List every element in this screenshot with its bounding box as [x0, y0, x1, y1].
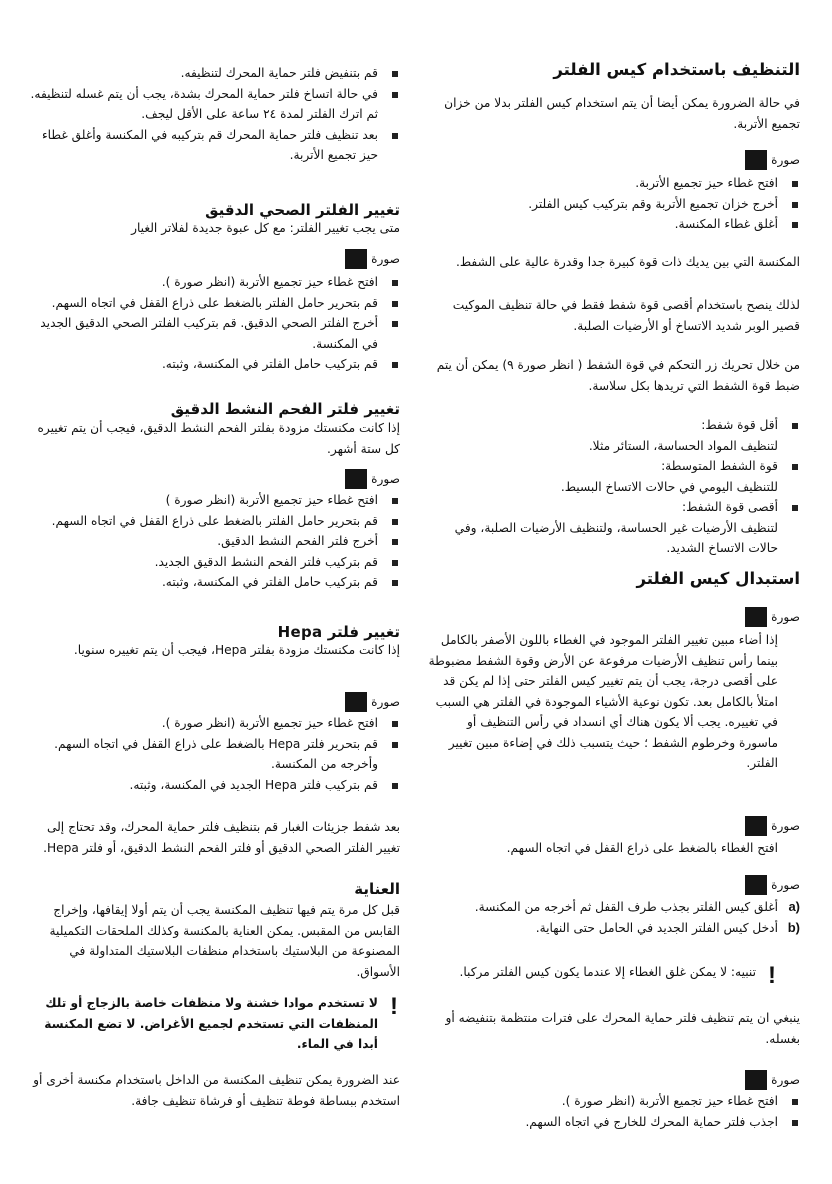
list-item	[28, 125, 400, 166]
list-item	[425, 456, 800, 497]
section-heading: العناية	[354, 880, 400, 898]
list-item-text: أخرج خزان تجميع الأتربة وقم بتركيب كيس الفلتر.	[528, 196, 778, 211]
figure-number-placeholder	[745, 875, 767, 895]
bullet-square-icon	[792, 181, 798, 187]
section-heading: التنظيف باستخدام كيس الفلتر	[553, 60, 800, 79]
step-letter: b)	[787, 919, 800, 935]
list-item	[28, 511, 400, 532]
figure-label: صورة	[771, 610, 800, 624]
list-item	[28, 572, 400, 593]
list-item	[425, 214, 800, 235]
list-item	[28, 354, 400, 375]
bullet-square-icon	[792, 202, 798, 208]
figure-reference	[425, 816, 800, 837]
list-item-text: افتح غطاء حيز تجميع الأتربة (انظر صورة ).	[161, 716, 378, 730]
figure-number-placeholder	[345, 249, 367, 269]
list-item-text: افتح غطاء حيز تجميع الأتربة (انظر صورة ).	[161, 275, 378, 289]
bullet-square-icon	[392, 321, 398, 327]
list-item-text: قم بتنفيض فلتر حماية المحرك لتنظيفه.	[180, 66, 378, 80]
bullet-list	[425, 173, 800, 235]
figure-number-placeholder	[745, 150, 767, 170]
bullet-square-icon	[392, 580, 398, 586]
warning-note	[28, 993, 400, 1055]
list-item-label: أقل قوة شفط:	[701, 418, 778, 432]
list-item-text: أخرج فلتر الفحم النشط الدقيق.	[217, 534, 378, 548]
step-text: أغلق كيس الفلتر بجذب طرف القفل ثم أخرجه من المكنسة.	[474, 900, 778, 914]
list-item-text: افتح غطاء حيز تجميع الأتربة (انظر صورة )	[165, 493, 378, 507]
bullet-square-icon	[792, 222, 798, 228]
lettered-step	[425, 897, 800, 918]
list-item-text: قم بتحرير فلتر Hepa بالضغط على ذراع القفل في اتجاه السهم. وأخرجه من المكنسة.	[54, 736, 378, 771]
step-text: أدخل كيس الفلتر الجديد في الحامل حتى النهاية.	[535, 920, 778, 935]
bullet-list	[425, 415, 800, 559]
list-item-description: لتنظيف الأرضيات غير الحساسة، ولتنظيف الأرضيات الصلبة، وفي حالات الاتساخ الشديد.	[454, 520, 778, 555]
list-item	[28, 63, 400, 84]
list-item	[425, 1112, 800, 1133]
bullet-square-icon	[392, 560, 398, 566]
paragraph: في حالة الضرورة يمكن أيضا أن يتم استخدام كيس الفلتر بدلا من خزان تجميع الأتربة.	[444, 96, 800, 131]
paragraph: ينبغي ان يتم تنظيف فلتر حماية المحرك على فترات منتظمة بتنفيضه أو بغسله.	[445, 1011, 800, 1046]
list-item-label: قوة الشفط المتوسطة:	[661, 459, 778, 473]
figure-label: صورة	[771, 878, 800, 892]
list-item-text: قم بتحرير حامل الفلتر بالضغط على ذراع القفل في اتجاه السهم.	[51, 513, 378, 528]
step-letter: a)	[788, 899, 800, 914]
warning-note	[403, 962, 778, 989]
section-heading: تغيير فلتر Hepa	[277, 623, 400, 641]
bullet-square-icon	[392, 519, 398, 525]
bullet-list	[28, 272, 400, 375]
lettered-steps	[425, 897, 800, 938]
exclamation-warning-icon: !	[768, 962, 776, 989]
figure-reference	[425, 607, 800, 628]
bullet-square-icon	[392, 539, 398, 545]
list-item	[28, 734, 400, 775]
list-item	[425, 497, 800, 559]
paragraph: بعد شفط جزيئات الغبار قم بتنظيف فلتر حماية المحرك، وقد تحتاج إلى تغيير الفلتر الصحي الدقيق أو فلتر الفحم النشط الدقيق، أو فلتر Hepa.	[43, 820, 400, 855]
list-item-text: قم بتركيب فلتر Hepa الجديد في المكنسة، وثبته.	[129, 777, 378, 792]
warning-text: تنبيه: لا يمكن غلق الغطاء إلا عندما يكون كيس الفلتر مركبا.	[459, 965, 756, 979]
paragraph: إذا كانت مكنستك مزودة بفلتر الفحم النشط الدقيق، فيجب أن يتم تغييره كل ستة أشهر.	[37, 421, 400, 456]
list-item	[28, 313, 400, 354]
figure-reference	[425, 150, 800, 171]
bullet-square-icon	[392, 362, 398, 368]
section-heading: تغيير فلتر الفحم النشط الدقيق	[170, 400, 400, 418]
paragraph: إذا كانت مكنستك مزودة بفلتر Hepa، فيجب أن يتم تغييره سنويا.	[73, 643, 400, 657]
figure-reference	[28, 249, 400, 270]
paragraph: المكنسة التي بين يديك ذات قوة كبيرة جدا وقدرة عالية على الشفط.	[455, 255, 800, 269]
paragraph: من خلال تحريك زر التحكم في قوة الشفط ( انظر صورة ٩) يمكن أن يتم ضبط قوة الشفط التي تريدها بكل سلاسة.	[436, 358, 800, 393]
list-item	[28, 775, 400, 796]
bullet-square-icon	[392, 783, 398, 789]
bullet-square-icon	[792, 423, 798, 429]
bullet-square-icon	[792, 505, 798, 511]
figure-label: صورة	[771, 819, 800, 833]
list-item-description: للتنظيف اليومي في حالات الاتساخ البسيط.	[560, 479, 778, 494]
right-column	[425, 0, 800, 1184]
list-item	[28, 552, 400, 573]
paragraph: إذا أضاء مبين تغيير الفلتر الموجود في الغطاء باللون الأصفر بالكامل بينما رأس تنظيف الأرضيات مرفوعة عن الأرض وقوة الشفط مضبوطة على أقصى درجة، يجب أن يتم تغيير كيس الفلتر حتى إذا لم يكن قد امتلأ بالكامل بعد. تكون نوعية الأشياء الموجودة في الفلتر هي السبب في تغييره. يجب ألا يكون هناك أي انسداد في رأس التنظيف أو ماسورة وخرطوم الشفط ؛ حيث يتسبب ذلك في إضاءة مبين تغيير الفلتر.	[428, 633, 778, 770]
figure-number-placeholder	[745, 816, 767, 836]
figure-number-placeholder	[345, 469, 367, 489]
figure-label: صورة	[371, 472, 400, 486]
bullet-square-icon	[392, 280, 398, 286]
list-item-text: افتح غطاء حيز تجميع الأتربة.	[635, 176, 778, 190]
list-item	[28, 84, 400, 125]
paragraph: قبل كل مرة يتم فيها تنظيف المكنسة يجب أن يتم أولا إيقافها، وإخراج القابس من المقبس. يمكن العناية بالمكنسة وكذلك الملحقات التكميلية المصنوعة من البلاستيك باستخدام منظفات البلاستيك المتداولة في الأسواق.	[49, 903, 400, 979]
figure-label: صورة	[371, 695, 400, 709]
list-item-text: اجذب فلتر حماية المحرك للخارج في اتجاه السهم.	[525, 1114, 778, 1129]
list-item-text: أخرج الفلتر الصحي الدقيق. قم بتركيب الفلتر الصحي الدقيق الجديد في المكنسة.	[40, 316, 378, 351]
list-item-label: أقصى قوة الشفط:	[681, 500, 778, 514]
list-item	[28, 490, 400, 511]
figure-reference	[28, 469, 400, 490]
figure-reference	[28, 692, 400, 713]
bullet-square-icon	[392, 742, 398, 748]
list-item-text: بعد تنظيف فلتر حماية المحرك قم بتركيبه في المكنسة وأغلق غطاء حيز تجميع الأتربة.	[41, 127, 378, 162]
list-item	[28, 293, 400, 314]
list-item	[28, 531, 400, 552]
figure-label: صورة	[771, 153, 800, 167]
list-item-text: قم بتحرير حامل الفلتر بالضغط على ذراع القفل في اتجاه السهم.	[51, 295, 378, 310]
list-item	[28, 713, 400, 734]
figure-reference	[425, 1070, 800, 1091]
list-item	[425, 194, 800, 215]
figure-number-placeholder	[345, 692, 367, 712]
bullet-square-icon	[392, 71, 398, 77]
warning-text: لا تستخدم موادا خشنة ولا منظفات خاصة بالزجاج أو تلك المنظفات التي تستخدم لجميع الأغراض. لا تضع المكنسة أبدا في الماء.	[44, 996, 378, 1051]
bullet-list	[425, 1091, 800, 1132]
list-item	[28, 272, 400, 293]
figure-number-placeholder	[745, 1070, 767, 1090]
bullet-square-icon	[392, 92, 398, 98]
list-item	[425, 173, 800, 194]
list-item-description: لتنظيف المواد الحساسة، الستائر مثلا.	[588, 438, 778, 453]
list-item	[425, 1091, 800, 1112]
exclamation-warning-icon: !	[390, 993, 398, 1020]
list-item-text: قم بتركيب حامل الفلتر في المكنسة، وثبته.	[161, 357, 378, 371]
figure-number-placeholder	[745, 607, 767, 627]
paragraph: افتح الغطاء بالضغط على ذراع القفل في اتجاه السهم.	[506, 841, 778, 855]
bullet-square-icon	[392, 133, 398, 139]
section-heading: تغيير الفلتر الصحي الدقيق	[205, 201, 400, 219]
list-item-text: قم بتركيب حامل الفلتر في المكنسة، وثبته.	[161, 575, 378, 589]
bullet-square-icon	[792, 464, 798, 470]
figure-reference	[425, 875, 800, 896]
lettered-step	[425, 918, 800, 939]
bullet-square-icon	[392, 301, 398, 307]
list-item-text: قم بتركيب فلتر الفحم النشط الدقيق الجديد.	[154, 554, 378, 569]
list-item-text: أغلق غطاء المكنسة.	[674, 217, 778, 231]
paragraph: لذلك ينصح باستخدام أقصى قوة شفط فقط في حالة تنظيف الموكيت قصير الوبر شديد الاتساخ أو الأرضيات الصلبة.	[452, 298, 800, 333]
bullet-square-icon	[792, 1120, 798, 1126]
bullet-square-icon	[792, 1099, 798, 1105]
section-heading: استبدال كيس الفلتر	[636, 569, 800, 588]
figure-label: صورة	[371, 252, 400, 266]
figure-label: صورة	[771, 1073, 800, 1087]
list-item-text: في حالة اتساخ فلتر حماية المحرك بشدة، يجب أن يتم غسله لتنظيفه. ثم اترك الفلتر لمدة ٢٤ ساعة على الأقل ليجف.	[30, 86, 378, 121]
bullet-list	[28, 63, 400, 166]
list-item-text: افتح غطاء حيز تجميع الأتربة (انظر صورة ).	[561, 1094, 778, 1108]
list-item	[425, 415, 800, 456]
bullet-list	[28, 490, 400, 593]
bullet-list	[28, 713, 400, 795]
bullet-square-icon	[392, 721, 398, 727]
left-column	[28, 0, 400, 1184]
paragraph: عند الضرورة يمكن تنظيف المكنسة من الداخل باستخدام مكنسة أخرى أو استخدم ببساطة فوطة تنظيف أو فرشاة تنظيف جافة.	[33, 1073, 400, 1108]
bullet-square-icon	[392, 498, 398, 504]
paragraph: متى يجب تغيير الفلتر: مع كل عبوة جديدة لفلاتر الغيار	[131, 221, 400, 235]
